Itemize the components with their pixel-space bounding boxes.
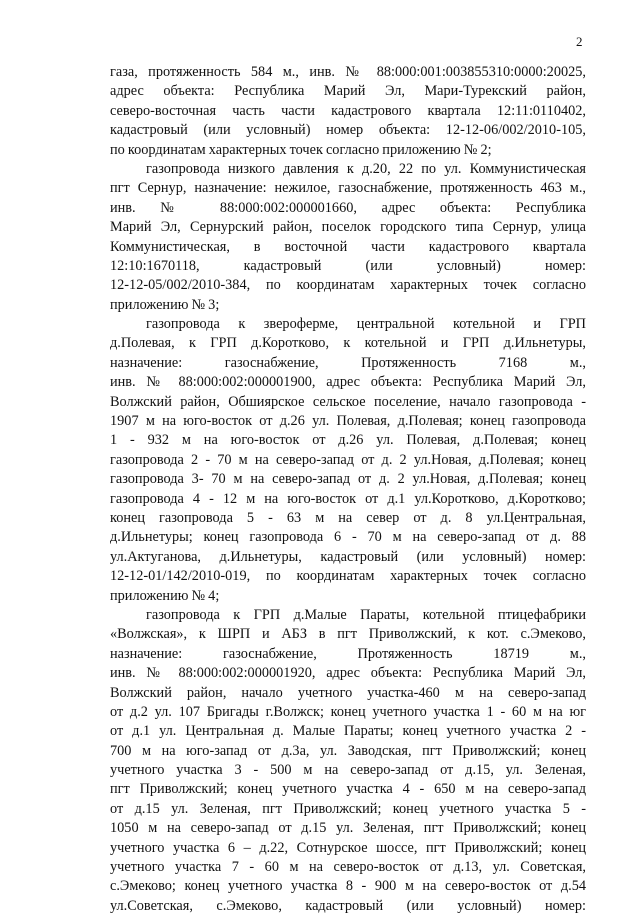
text-line: д.Ильнетуры; конец газопровода 6 - 70 м на северо-запад от д. 88: [110, 529, 586, 546]
text-line: 1 - 932 м на юго-восток от д.26 ул. Полевая, д.Полевая; конец: [110, 432, 586, 449]
text-line: газопровода к звероферме, центральной котельной и ГРП: [146, 316, 586, 333]
text-line: ул.Актуганова, д.Ильнетуры, кадастровый (или условный) номер:: [110, 548, 586, 565]
text-line: назначение: газоснабжение, Протяженность 7168 м.,: [110, 354, 586, 371]
text-line: газопровода низкого давления к д.20, 22 по ул. Коммунистическая: [146, 160, 586, 177]
text-line: приложению № 4;: [110, 587, 220, 604]
text-line: пгт Приволжский; конец учетного участка 4 - 650 м на северо-запад: [110, 781, 586, 798]
text-line: газопровода к ГРП д.Малые Параты, котельной птицефабрики: [146, 606, 586, 623]
text-line: 12-12-05/002/2010-384, по координатам характерных точек согласно: [110, 277, 586, 294]
text-line: от д.1 ул. Центральная д. Малые Параты; конец учетного участка 2 -: [110, 723, 586, 740]
text-line: Марий Эл, Сернурский район, поселок городского типа Сернур, улица: [110, 219, 586, 236]
text-line: «Волжская», к ШРП и АБЗ в пгт Приволжский, к кот. с.Эмеково,: [110, 626, 586, 643]
text-line: по координатам характерных точек согласно приложению № 2;: [110, 141, 492, 158]
text-line: инв. № 88:000:002:000001660, адрес объекта: Республика: [110, 199, 586, 216]
text-line: инв. № 88:000:002:000001900, адрес объекта: Республика Марий Эл,: [110, 374, 586, 391]
page-number: 2: [576, 34, 583, 49]
text-line: кадастровый (или условный) номер объекта: 12-12-06/002/2010-105,: [110, 122, 586, 139]
text-line: приложению № 3;: [110, 296, 220, 313]
text-line: газопровода 2 - 70 м на северо-запад от д. 2 ул.Новая, д.Полевая; конец: [110, 451, 586, 468]
text-line: от д.2 ул. 107 Бригады г.Волжск; конец учетного участка 1 - 60 м на юг: [110, 703, 586, 720]
text-line: газопровода 3- 70 м на северо-запад от д. 2 ул.Новая, д.Полевая; конец: [110, 471, 586, 488]
text-line: 1050 м на северо-запад от д.15 ул. Зеленая, пгт Приволжский; конец: [110, 820, 586, 837]
document-body: [110, 63, 586, 916]
text-line: Коммунистическая, в восточной части кадастрового квартала: [110, 238, 586, 255]
text-line: учетного участка 7 - 60 м на северо-восток от д.13, ул. Советская,: [110, 859, 586, 876]
text-line: учетного участка 3 - 500 м на северо-запад от д.15, ул. Зеленая,: [110, 762, 586, 779]
text-line: газопровода 4 - 12 м на юго-восток от д.1 ул.Коротково, д.Коротково;: [110, 490, 586, 507]
text-line: назначение: газоснабжение, Протяженность 18719 м.,: [110, 645, 586, 662]
text-line: учетного участка 6 – д.22, Сотнурское шоссе, пгт Приволжский; конец: [110, 839, 586, 856]
text-line: адрес объекта: Республика Марий Эл, Мари-Турекский район,: [110, 83, 586, 100]
text-line: с.Эмеково; конец учетного участка 8 - 900 м на северо-восток от д.54: [110, 878, 586, 895]
text-line: 700 м на юго-запад от д.3а, ул. Заводская, пгт Приволжский; конец: [110, 742, 586, 759]
text-line: 1907 м на юго-восток от д.26 ул. Полевая, д.Полевая; конец газопровода: [110, 413, 586, 430]
text-line: инв. № 88:000:002:000001920, адрес объекта: Республика Марий Эл,: [110, 665, 586, 682]
text-line: Волжский район, Обшиярское сельское поселение, начало газопровода -: [110, 393, 586, 410]
text-line: ул.Советская, с.Эмеково, кадастровый (или условный) номер:: [110, 897, 586, 914]
text-line: Волжский район, начало учетного участка-460 м на северо-запад: [110, 684, 586, 701]
text-line: 12-12-01/142/2010-019, по координатам характерных точек согласно: [110, 568, 586, 585]
text-line: северо-восточная часть части кадастрового квартала 12:11:0110402,: [110, 102, 586, 119]
text-line: конец газопровода 5 - 63 м на север от д. 8 ул.Центральная,: [110, 509, 586, 526]
text-line: газа, протяженность 584 м., инв. № 88:000:001:003855310:0000:20025,: [110, 64, 586, 80]
text-line: от д.15 ул. Зеленая, пгт Приволжский; конец учетного участка 5 -: [110, 800, 586, 817]
text-line: 12:10:1670118, кадастровый (или условный) номер:: [110, 257, 586, 274]
text-line: д.Полевая, к ГРП д.Коротково, к котельной и ГРП д.Ильнетуры,: [110, 335, 586, 352]
text-line: пгт Сернур, назначение: нежилое, газоснабжение, протяженность 463 м.,: [110, 180, 586, 197]
